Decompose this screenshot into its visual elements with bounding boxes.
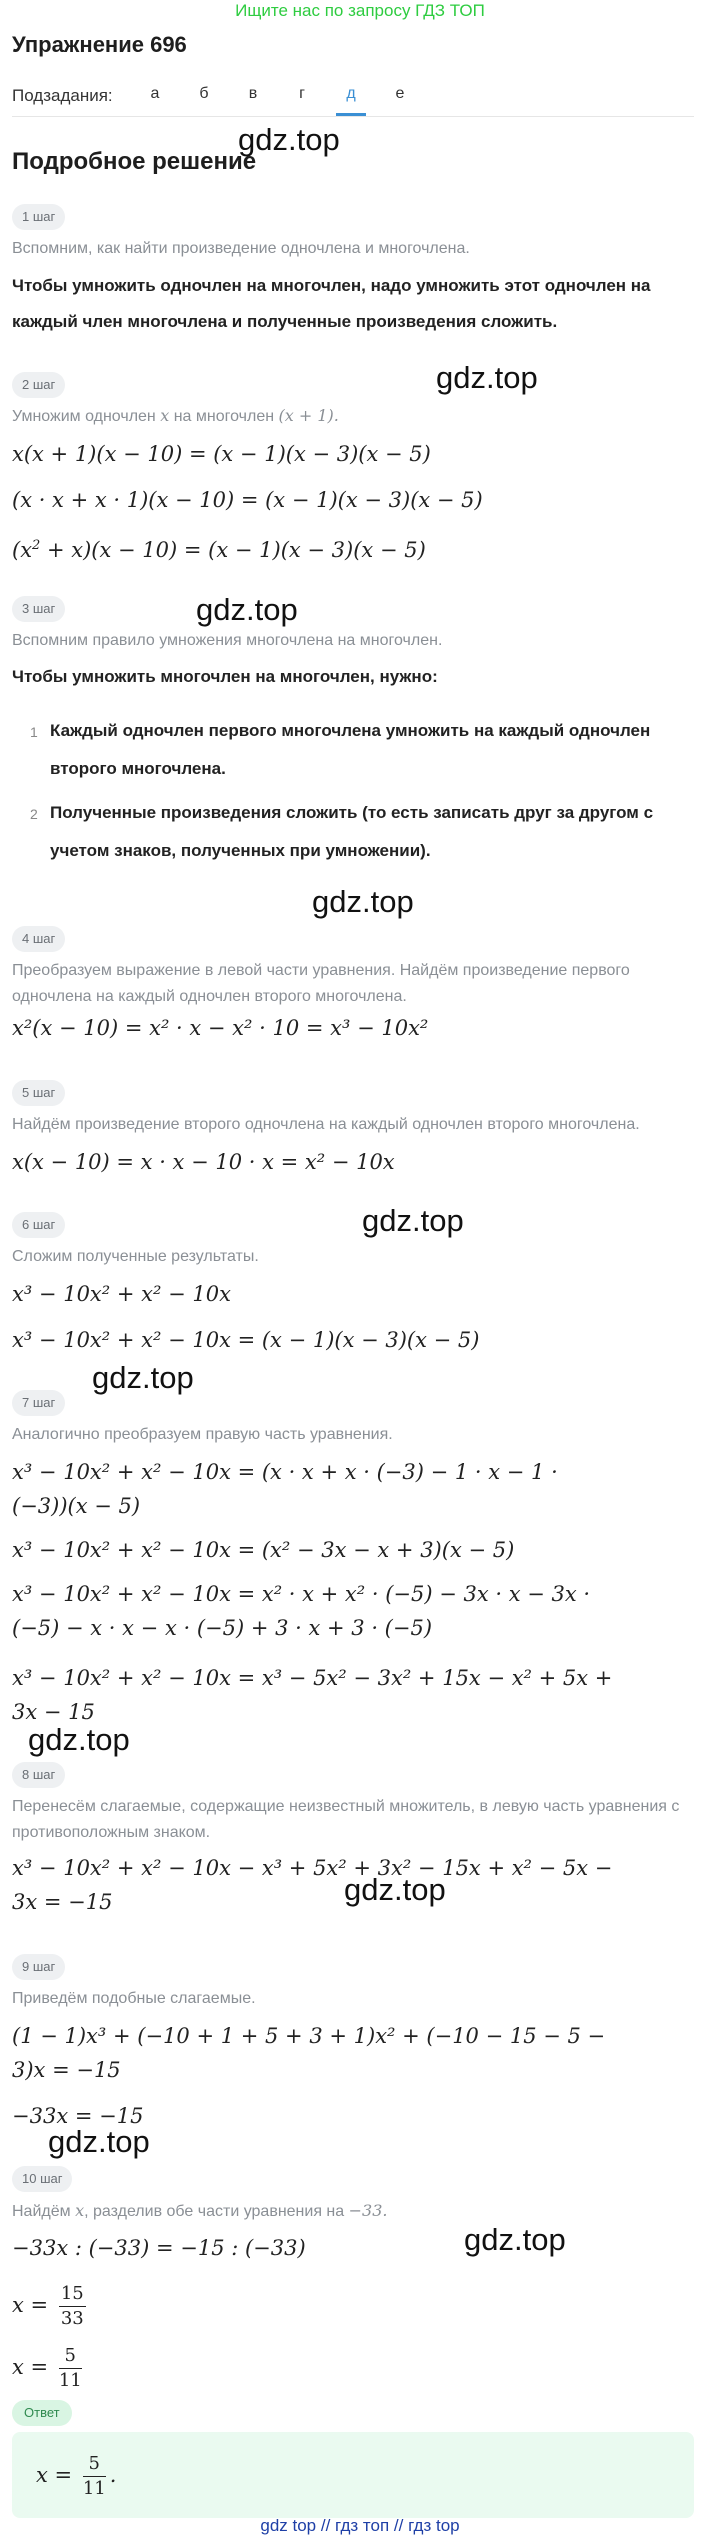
page-title: Упражнение 696 bbox=[12, 32, 187, 57]
answer-box bbox=[12, 2432, 694, 2518]
step-badge: 6 шаг bbox=[12, 1212, 65, 1238]
section-title: Подробное решение bbox=[12, 148, 257, 175]
equation: x²(x − 10) = x² · x − x² · 10 = x³ − 10x² bbox=[12, 1016, 429, 1040]
equation: −33x = −15 bbox=[12, 2104, 144, 2128]
equation: −33x : (−33) = −15 : (−33) bbox=[12, 2236, 306, 2260]
fraction: $\frac{5}{11}$ bbox=[82, 2453, 106, 2499]
subtask-tab-d[interactable]: д bbox=[336, 82, 366, 116]
step-badge: 2 шаг bbox=[12, 372, 65, 398]
watermark: gdz.top bbox=[362, 1203, 464, 1238]
step-badge: 9 шаг bbox=[12, 1954, 65, 1980]
step-badge: 10 шаг bbox=[12, 2166, 72, 2192]
watermark: gdz.top bbox=[48, 2124, 150, 2159]
watermark: gdz.top bbox=[464, 2222, 566, 2257]
footer-link[interactable]: гдз топ bbox=[335, 2516, 390, 2535]
subtask-tab-e[interactable]: е bbox=[395, 85, 405, 102]
step-badge: 3 шаг bbox=[12, 596, 65, 622]
equation: $(x^2 + x)(x - 10) = (x - 1)(x - 3)(x - 5)$ bbox=[12, 538, 426, 562]
step-note: Сложим полученные результаты. bbox=[12, 1248, 259, 1265]
step-badge: 5 шаг bbox=[12, 1080, 65, 1106]
equation: x³ − 10x² + x² − 10x = x³ − 5x² − 3x² + 15x − x² + 5x + bbox=[12, 1666, 613, 1690]
watermark: gdz.top bbox=[196, 592, 298, 627]
equation: x(x + 1)(x − 10) = (x − 1)(x − 3)(x − 5) bbox=[12, 442, 431, 466]
watermark: gdz.top bbox=[436, 360, 538, 395]
equation: x = $\frac{5}{11}$ bbox=[12, 2345, 82, 2391]
list-number: 1 bbox=[30, 724, 38, 740]
separator: // bbox=[320, 2516, 331, 2535]
step-rule: Чтобы умножить одночлен на многочлен, надо умножить этот одночлен на каждый член многочлена и полученные произведения сложить. bbox=[12, 276, 651, 331]
separator: // bbox=[393, 2516, 404, 2535]
list-item: Полученные произведения сложить (то есть записать друг за другом с учетом знаков, полученных при умножении). bbox=[50, 803, 654, 860]
watermark: gdz.top bbox=[28, 1722, 130, 1757]
step-note: Найдём x, разделив обе части уравнения на −33. bbox=[12, 2201, 388, 2220]
subtasks-bar bbox=[12, 72, 694, 117]
step-note: Перенесём слагаемые, содержащие неизвестный множитель, в левую часть уравнения с противоположным знаком. bbox=[12, 1798, 680, 1841]
bottom-links bbox=[0, 2516, 720, 2536]
step-note: Вспомним правило умножения многочлена на многочлен. bbox=[12, 632, 443, 649]
subtask-tab-b[interactable]: б bbox=[199, 85, 209, 102]
equation: 3x − 15 bbox=[12, 1700, 95, 1724]
equation: (1 − 1)x³ + (−10 + 1 + 5 + 3 + 1)x² + (−10 − 15 − 5 − bbox=[12, 2024, 606, 2048]
list-number: 2 bbox=[30, 806, 38, 822]
fraction: $\frac{5}{11}$ bbox=[58, 2345, 82, 2391]
equation: x = $\frac{15}{33}$ bbox=[12, 2283, 84, 2329]
equation: (x · x + x · 1)(x − 10) = (x − 1)(x − 3)(x − 5) bbox=[12, 488, 483, 512]
subtasks-label: Подзадания: bbox=[12, 86, 113, 105]
watermark: gdz.top bbox=[92, 1360, 194, 1395]
equation: (−5) − x · x − x · (−5) + 3 · x + 3 · (−5) bbox=[12, 1616, 433, 1640]
equation: x³ − 10x² + x² − 10x bbox=[12, 1282, 231, 1306]
equation: 3)x = −15 bbox=[12, 2058, 121, 2082]
watermark: gdz.top bbox=[312, 884, 414, 919]
equation: x(x − 10) = x · x − 10 · x = x² − 10x bbox=[12, 1150, 395, 1174]
step-note: Приведём подобные слагаемые. bbox=[12, 1990, 256, 2007]
list-item: Каждый одночлен первого многочлена умножить на каждый одночлен второго многочлена. bbox=[50, 721, 651, 778]
equation: x³ − 10x² + x² − 10x = x² · x + x² · (−5) − 3x · x − 3x · bbox=[12, 1582, 591, 1606]
answer-badge: Ответ bbox=[12, 2400, 72, 2426]
equation: (−3))(x − 5) bbox=[12, 1494, 141, 1518]
subtask-tab-a[interactable]: а bbox=[150, 85, 160, 102]
equation: x³ − 10x² + x² − 10x = (x · x + x · (−3) − 1 · x − 1 · bbox=[12, 1460, 558, 1484]
step-rule: Чтобы умножить многочлен на многочлен, нужно: bbox=[12, 667, 438, 686]
footer-link[interactable]: gdz top bbox=[260, 2516, 317, 2535]
equation: x³ − 10x² + x² − 10x = (x − 1)(x − 3)(x − 5) bbox=[12, 1328, 480, 1352]
watermark: gdz.top bbox=[344, 1872, 446, 1907]
subtask-tab-g[interactable]: г bbox=[299, 85, 305, 102]
step-note: Умножим одночлен x на многочлен (x + 1). bbox=[12, 406, 339, 425]
step-badge: 7 шаг bbox=[12, 1390, 65, 1416]
subtask-tab-v[interactable]: в bbox=[248, 85, 258, 102]
step-badge: 1 шаг bbox=[12, 204, 65, 230]
step-note: Вспомним, как найти произведение одночлена и многочлена. bbox=[12, 240, 470, 257]
watermark: gdz.top bbox=[238, 122, 340, 157]
equation: x³ − 10x² + x² − 10x = (x² − 3x − x + 3)(x − 5) bbox=[12, 1538, 515, 1562]
step-note: Аналогично преобразуем правую часть уравнения. bbox=[12, 1426, 393, 1443]
step-badge: 8 шаг bbox=[12, 1762, 65, 1788]
top-banner: Ищите нас по запросу ГДЗ ТОП bbox=[235, 1, 485, 20]
fraction: $\frac{15}{33}$ bbox=[60, 2283, 84, 2329]
step-note: Найдём произведение второго одночлена на каждый одночлен второго многочлена. bbox=[12, 1116, 640, 1133]
equation: 3x = −15 bbox=[12, 1890, 113, 1914]
footer-link[interactable]: гдз top bbox=[408, 2516, 460, 2535]
step-note: Преобразуем выражение в левой части уравнения. Найдём произведение первого одночлена на каждый одночлен второго многочлена. bbox=[12, 962, 630, 1005]
equation: x³ − 10x² + x² − 10x − x³ + 5x² + 3x² − 15x + x² − 5x − bbox=[12, 1856, 613, 1880]
answer-equation: x = $\frac{5}{11}$ . bbox=[36, 2453, 117, 2499]
step-badge: 4 шаг bbox=[12, 926, 65, 952]
